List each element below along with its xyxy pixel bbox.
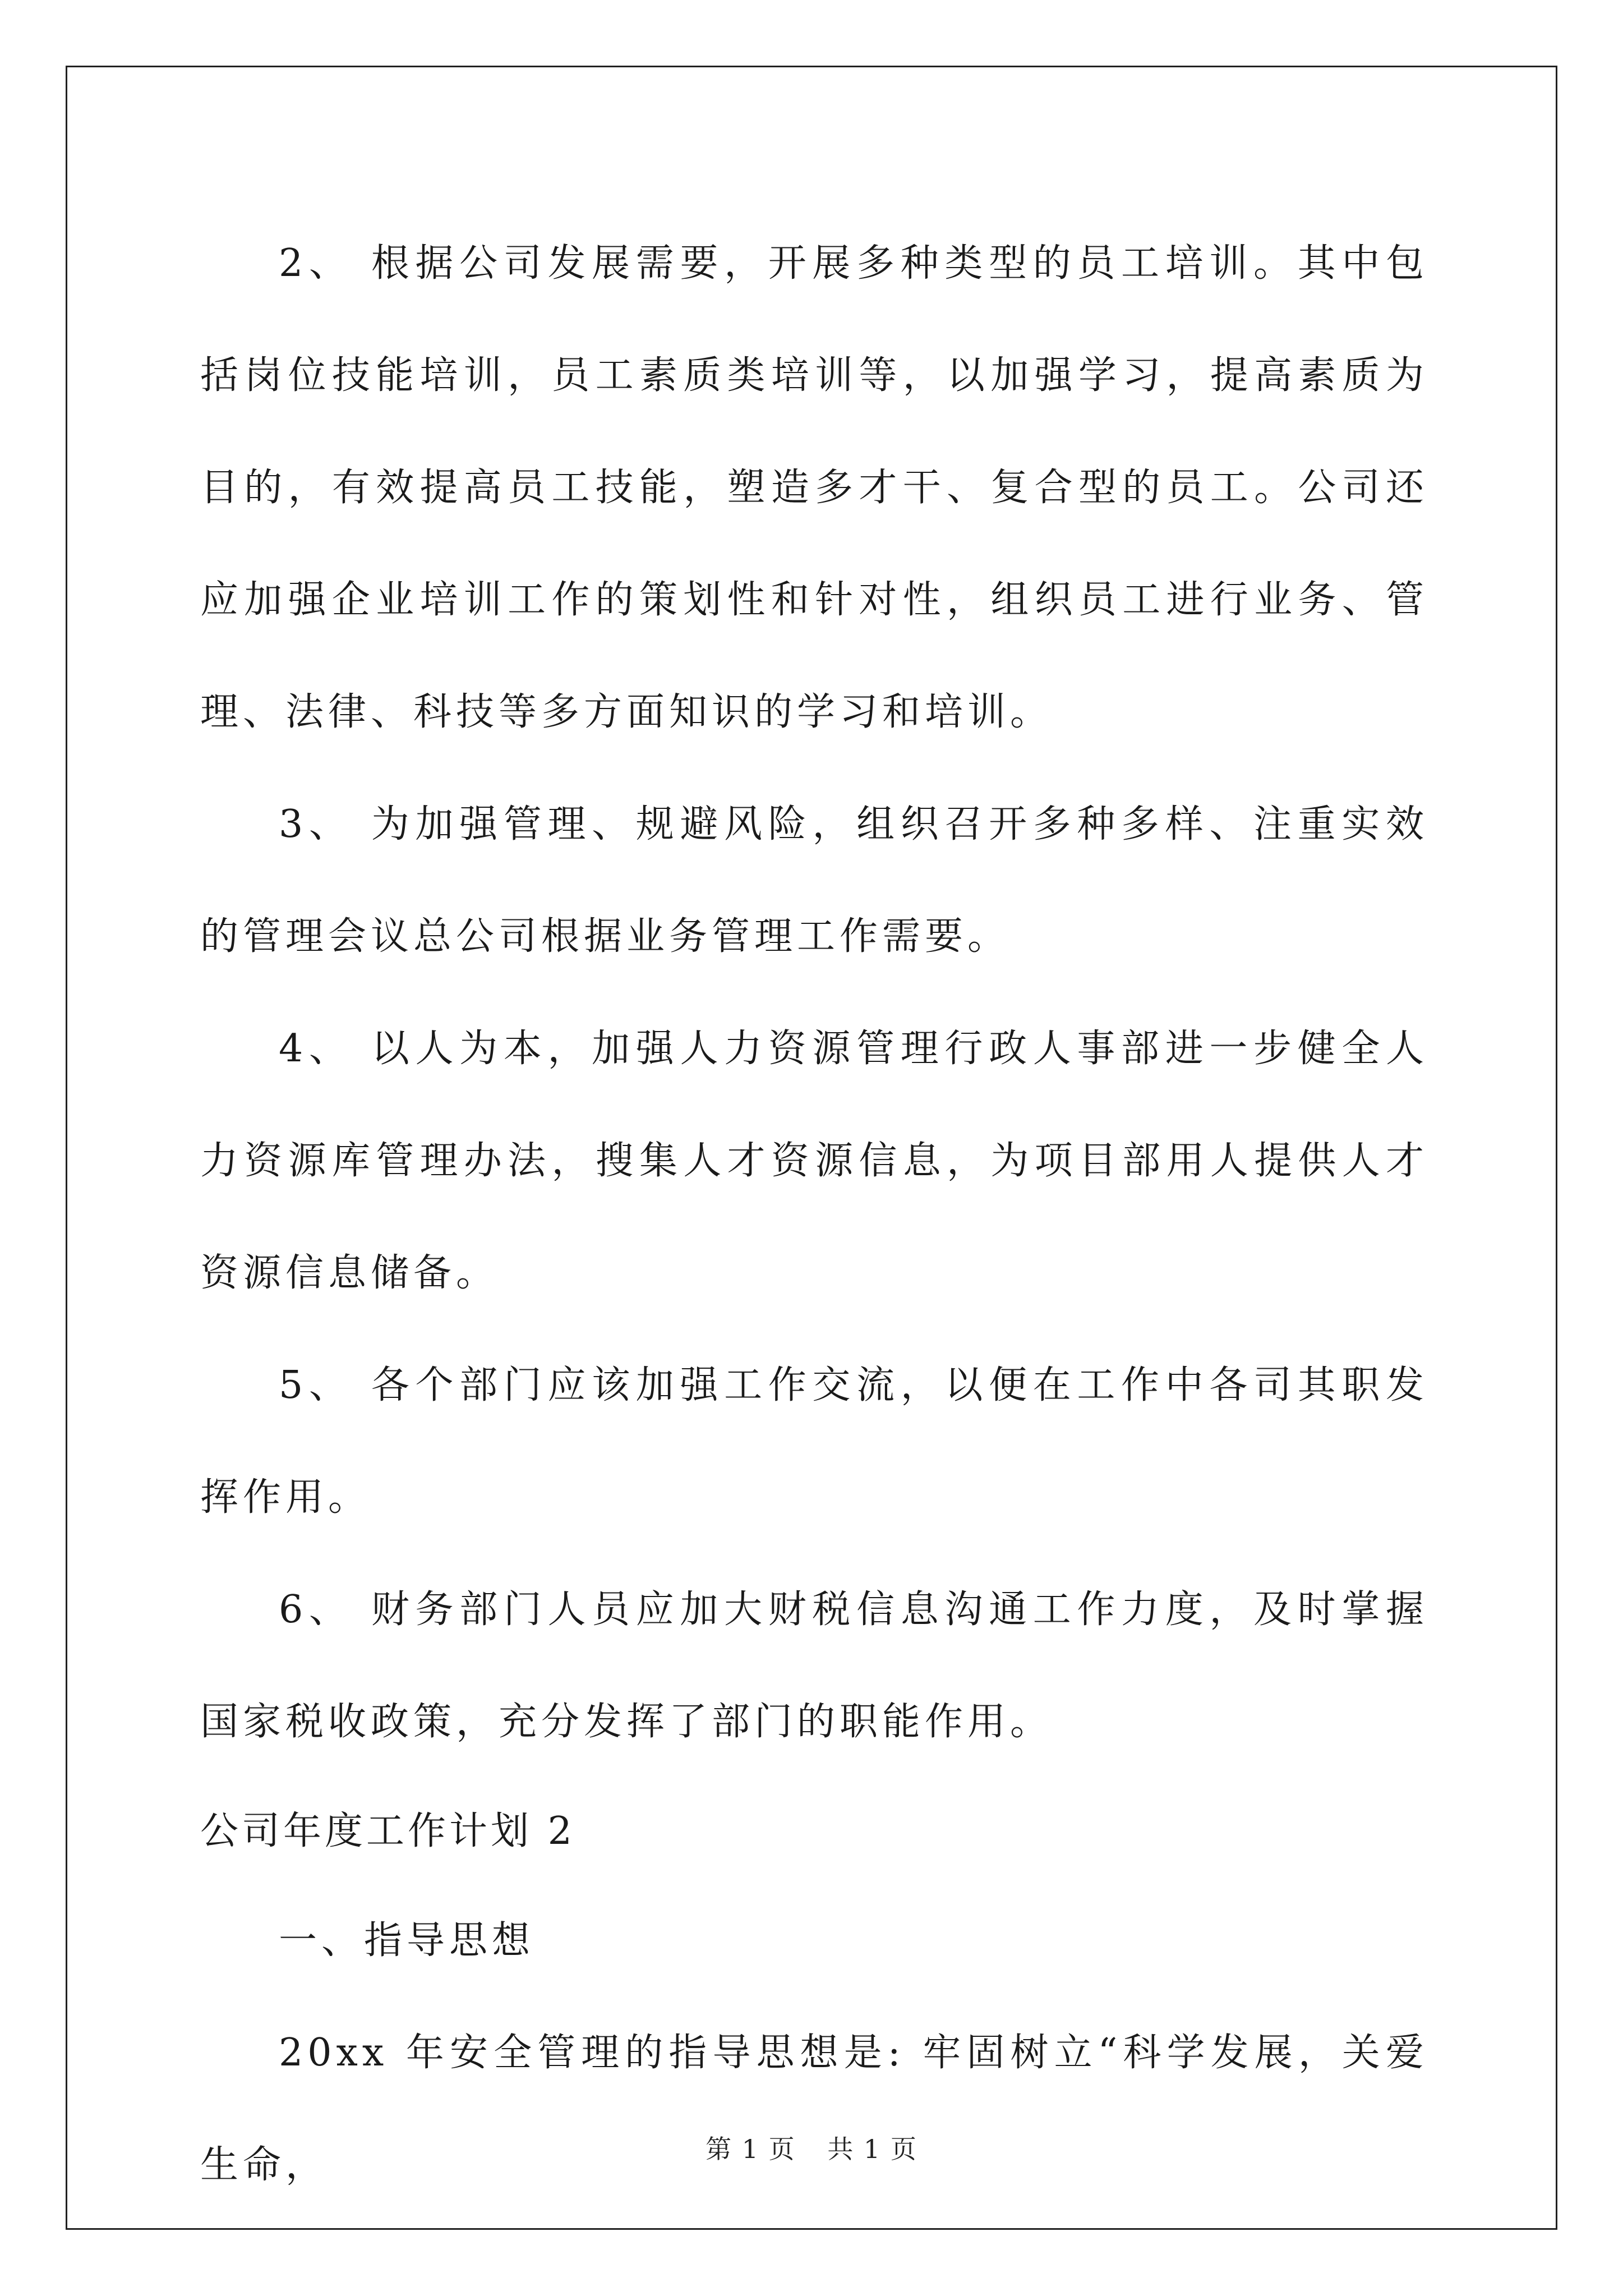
- paragraph-item-5: 5、 各个部门应该加强工作交流，以便在工作中各司其职发挥作用。: [200, 1363, 1428, 1520]
- page-footer: [0, 2129, 1623, 2166]
- subheading: 一、指导思想: [279, 1918, 535, 1963]
- page-number: 第 1 页: [706, 2134, 796, 2164]
- paragraph-item-3: 3、 为加强管理、规避风险，组织召开多种多样、注重实效的管理会议总公司根据业务管理工作需要。: [200, 802, 1428, 959]
- paragraph-item-2: 2、 根据公司发展需要，开展多种类型的员工培训。其中包括岗位技能培训，员工素质类培训等，以加强学习，提高素质为目的，有效提高员工技能，塑造多才干、复合型的员工。公司还应加强企业培训工作的策划性和针对性，组织员工进行业务、管理、法律、科技等多方面知识的学习和培训。: [200, 241, 1428, 734]
- paragraph-item-6: 6、 财务部门人员应加大财税信息沟通工作力度，及时掌握国家税收政策，充分发挥了部门的职能作用。: [200, 1588, 1428, 1744]
- document-body: [200, 208, 1428, 2221]
- paragraph-guiding-thought: 20xx 年安全管理的指导思想是: 牢固树立“科学发展，关爱生命，: [200, 2031, 1428, 2187]
- section-title: 公司年度工作计划 2: [200, 1809, 575, 1853]
- paragraph-item-4: 4、 以人为本，加强人力资源管理行政人事部进一步健全人力资源库管理办法，搜集人才资源信息，为项目部用人提供人才资源信息储备。: [200, 1027, 1428, 1295]
- page-total: 共 1 页: [827, 2134, 917, 2164]
